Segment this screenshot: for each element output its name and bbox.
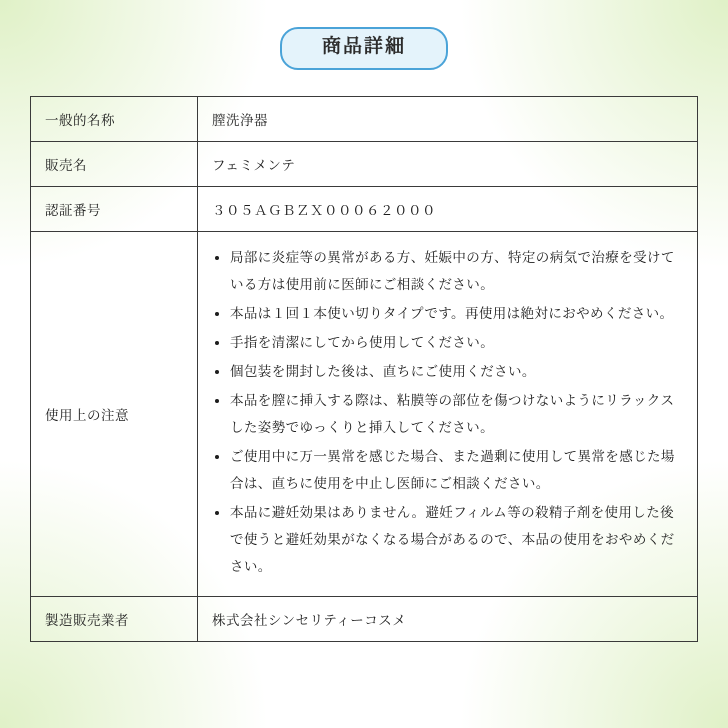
list-item: • 局部に炎症等の異常がある方、妊娠中の方、特定の病気で治療を受けている方は使用前に医師にご相談ください。 (230, 244, 681, 298)
list-item: • 個包装を開封した後は、直ちにご使用ください。 (230, 358, 681, 385)
spec-label-manufacturer: 製造販売業者 (31, 596, 198, 641)
spec-value-sales-name: フェミメンテ (198, 141, 698, 186)
table-row (31, 96, 698, 141)
usage-notes-list (212, 244, 681, 580)
spec-label-certification-number: 認証番号 (31, 186, 198, 231)
spec-value-usage-notes (198, 231, 698, 596)
table-row (31, 596, 698, 641)
spec-label-usage-notes: 使用上の注意 (31, 231, 198, 596)
spec-value-manufacturer: 株式会社シンセリティーコスメ (198, 596, 698, 641)
page-title-container (0, 0, 728, 70)
spec-label-general-name: 一般的名称 (31, 96, 198, 141)
page-title: 商品詳細 (280, 27, 448, 70)
list-item: • 本品を膣に挿入する際は、粘膜等の部位を傷つけないようにリラックスした姿勢でゆっくりと挿入してください。 (230, 387, 681, 441)
list-item: • 本品は１回１本使い切りタイプです。再使用は絶対におやめください。 (230, 300, 681, 327)
list-item: • ご使用中に万一異常を感じた場合、また過剰に使用して異常を感じた場合は、直ちに使用を中止し医師にご相談ください。 (230, 443, 681, 497)
table-row (31, 186, 698, 231)
list-item: • 本品に避妊効果はありません。避妊フィルム等の殺精子剤を使用した後で使うと避妊効果がなくなる場合があるので、本品の使用をおやめください。 (230, 499, 681, 580)
table-row-notes (31, 231, 698, 596)
table-row (31, 141, 698, 186)
spec-value-general-name: 膣洗浄器 (198, 96, 698, 141)
spec-table-container (0, 70, 728, 642)
product-spec-table (30, 96, 698, 642)
list-item: • 手指を清潔にしてから使用してください。 (230, 329, 681, 356)
spec-label-sales-name: 販売名 (31, 141, 198, 186)
spec-value-certification-number: ３０５ＡＧＢＺＸ０００６２０００ (198, 186, 698, 231)
